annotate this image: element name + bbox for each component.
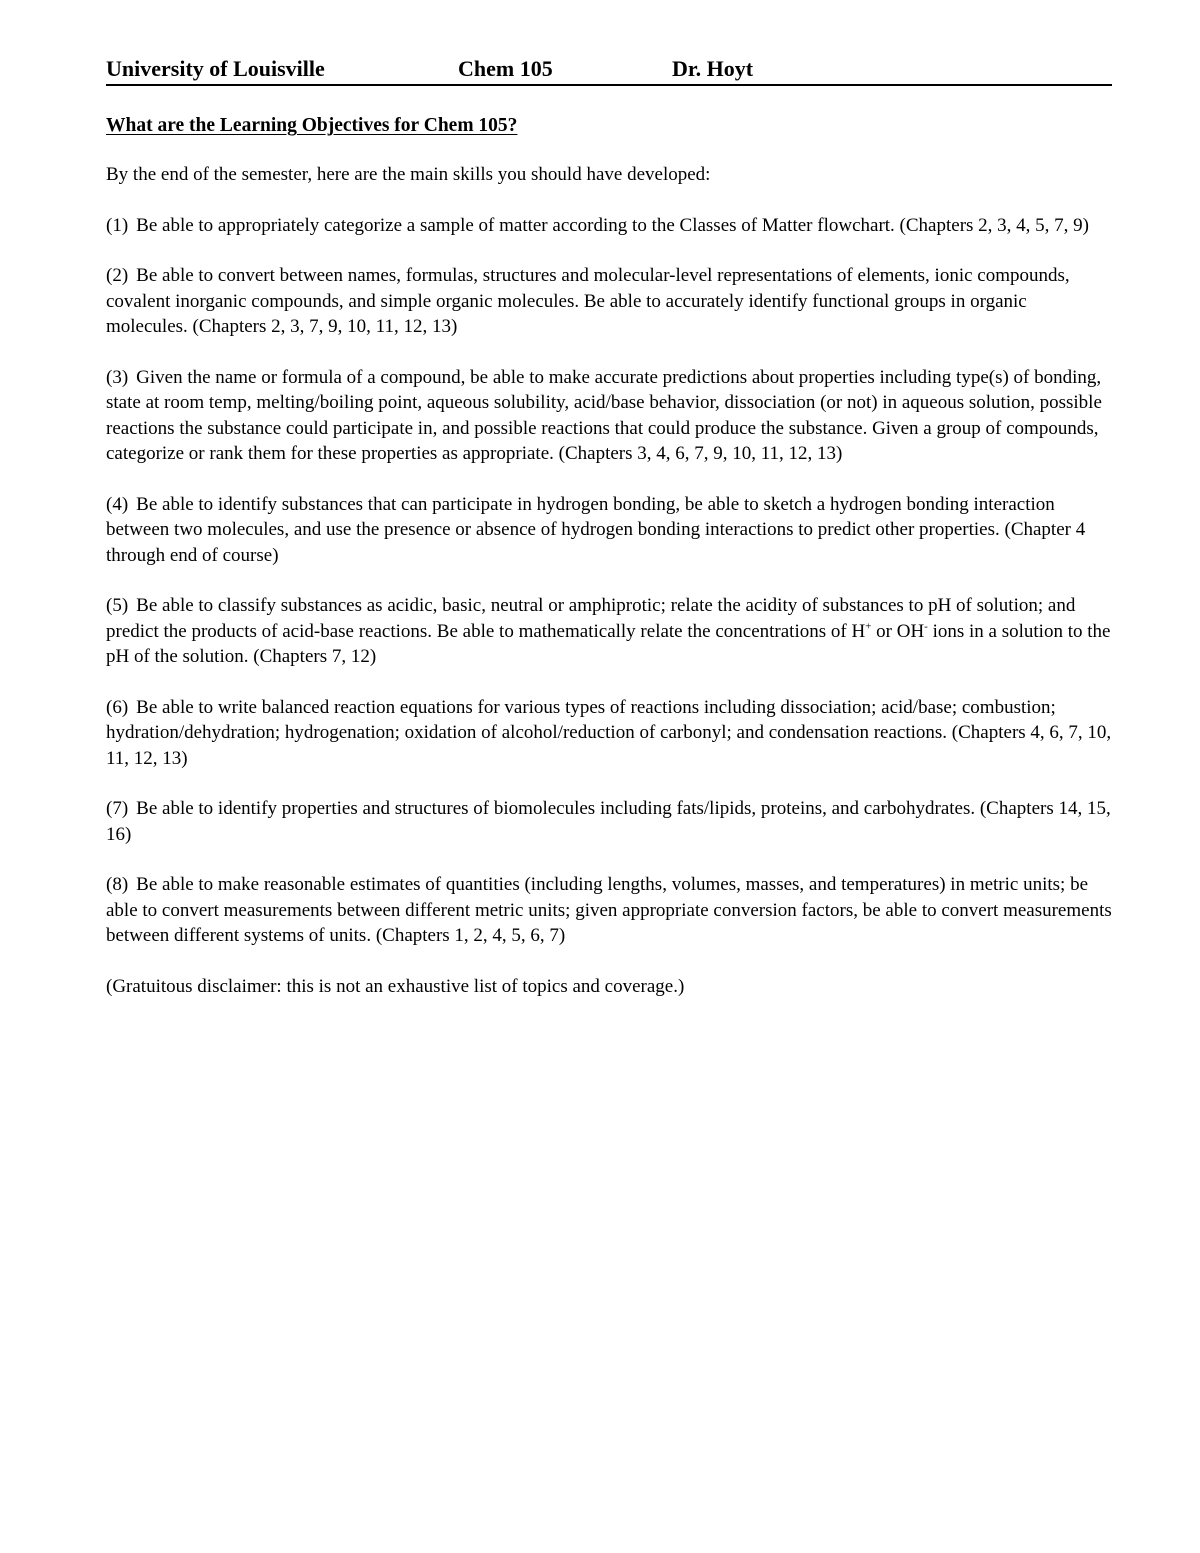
page-title: What are the Learning Objectives for Chem 105? <box>106 115 518 136</box>
objective-number: (1) <box>106 214 129 236</box>
objective-text: Be able to write balanced reaction equations for various types of reactions including dissociation; acid/base; combustion; hydration/dehydration; hydrogenation; oxidation of alcohol/reduction of carbonyl; and condensation reactions. (Chapters 4, 6, 7, 10, 11, 12, 13) <box>106 696 1112 769</box>
objective-5 <box>106 593 1112 670</box>
objective-number: (3) <box>106 366 129 388</box>
objective-6 <box>106 695 1112 772</box>
superscript-plus: + <box>865 620 872 633</box>
objective-number: (2) <box>106 265 129 286</box>
objective-text: Be able to identify properties and structures of biomolecules including fats/lipids, proteins, and carbohydrates. (Chapters 14, 15, 16) <box>106 798 1111 845</box>
objective-text: Be able to identify substances that can participate in hydrogen bonding, be able to sketch a hydrogen bonding interaction between two molecules, and use the presence or absence of hydrogen bonding interactions to predict other properties. (Chapter 4 through end of course) <box>106 493 1086 566</box>
document-header <box>106 56 1112 86</box>
objective-number: (4) <box>106 493 129 515</box>
objective-7 <box>106 796 1112 847</box>
objective-number: (5) <box>106 595 129 616</box>
objective-1 <box>106 213 1112 239</box>
objective-text: Be able to make reasonable estimates of quantities (including lengths, volumes, masses, and temperatures) in metric units; be able to convert measurements between different metric units; given appropriate conversion factors, be able to convert measurements between different systems of units. (Chapters 1, 2, 4, 5, 6, 7) <box>106 874 1112 946</box>
objective-3 <box>106 365 1112 467</box>
objective-text: Given the name or formula of a compound, be able to make accurate predictions about properties including type(s) of bonding, state at room temp, melting/boiling point, aqueous solubility, acid/base behavior, dissociation (or not) in aqueous solution, possible reactions the substance could participate in, and possible reactions that could produce the substance. Given a group of compounds, categorize or rank them for these properties as appropriate. (Chapters 3, 4, 6, 7, 9, 10, 11, 12, 13) <box>106 366 1102 464</box>
objective-text-part2: or OH <box>871 620 925 642</box>
objective-4 <box>106 492 1112 569</box>
document-page <box>106 56 1112 999</box>
objective-text-part3: ions in a solution to the pH of the solution. (Chapters 7, 12) <box>106 620 1111 667</box>
objective-number: (8) <box>106 874 129 895</box>
objective-8 <box>106 872 1112 949</box>
superscript-minus: - <box>924 620 928 633</box>
header-university: University of Louisville <box>106 56 325 81</box>
header-instructor: Dr. Hoyt <box>672 56 754 81</box>
objective-text: Be able to convert between names, formulas, structures and molecular-level representations of elements, ionic compounds, covalent inorganic compounds, and simple organic molecules. Be able to accurately identify functional groups in organic molecules. (Chapters 2, 3, 7, 9, 10, 11, 12, 13) <box>106 265 1070 337</box>
disclaimer-text: (Gratuitous disclaimer: this is not an exhaustive list of topics and coverage.) <box>106 975 685 997</box>
objective-text-part1: Be able to classify substances as acidic, basic, neutral or amphiprotic; relate the acidity of substances to pH of solution; and predict the products of acid-base reactions. Be able to mathematically relate the concentrations of H <box>106 595 1076 642</box>
objective-text: Be able to appropriately categorize a sample of matter according to the Classes of Matter flowchart. (Chapters 2, 3, 4, 5, 7, 9) <box>136 214 1089 236</box>
intro-text: By the end of the semester, here are the main skills you should have developed: <box>106 164 711 185</box>
header-course: Chem 105 <box>458 56 553 81</box>
objective-2 <box>106 263 1112 340</box>
objective-number: (6) <box>106 696 129 718</box>
objective-number: (7) <box>106 798 129 819</box>
